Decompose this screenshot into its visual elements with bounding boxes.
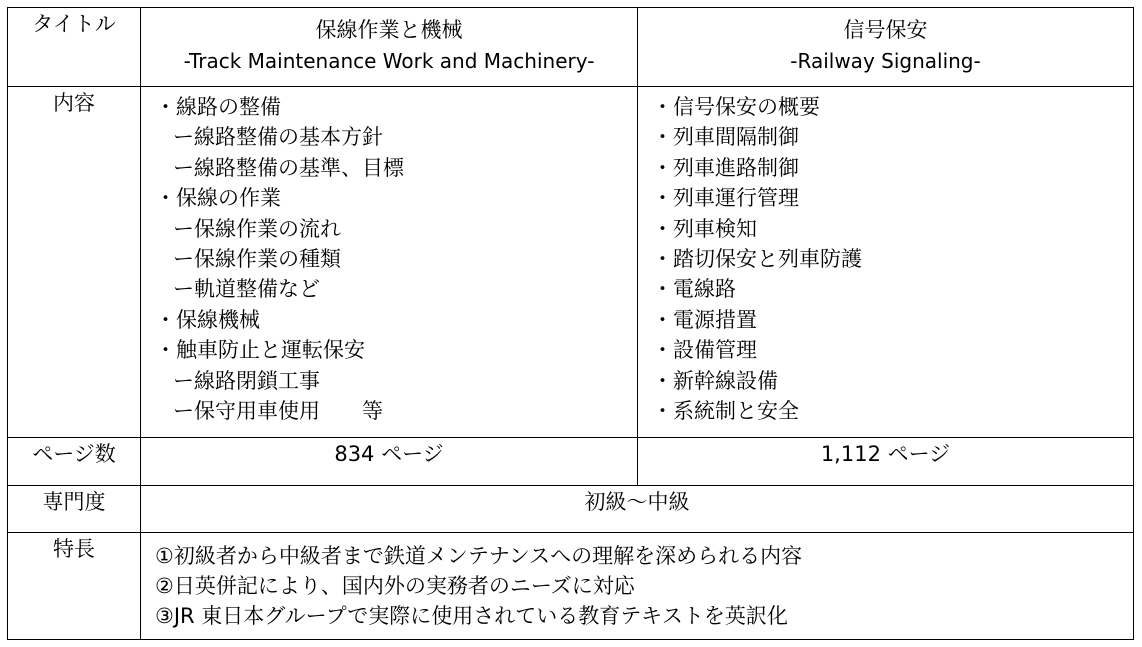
list-item: ・列車進路制御 — [652, 155, 799, 180]
feature-item: ①初級者から中級者まで鉄道メンテナンスへの理解を深められる内容 — [155, 544, 803, 568]
contents-list-maintenance — [155, 92, 637, 426]
list-item: ー軌道整備など — [173, 277, 320, 302]
list-item: ・保線の作業 — [155, 186, 281, 211]
title-sub-maintenance: -Track Maintenance Work and Machinery- — [183, 49, 595, 73]
list-item: ・信号保安の概要 — [652, 95, 820, 119]
level-label: 専門度 — [8, 486, 141, 533]
title-label: タイトル — [8, 8, 141, 87]
level-row — [8, 486, 1134, 533]
list-item: ・列車運行管理 — [652, 186, 799, 211]
features-row — [8, 533, 1134, 640]
contents-label: 内容 — [8, 87, 141, 438]
book-spec-table — [7, 7, 1134, 640]
title-cell-signaling — [638, 8, 1134, 87]
contents-row — [8, 87, 1134, 438]
list-item: ・踏切保安と列車防護 — [652, 247, 862, 272]
list-item: ・列車間隔制御 — [652, 125, 799, 150]
list-item: ・系統制と安全 — [652, 399, 799, 424]
list-item: ー保線作業の流れ — [173, 216, 341, 241]
list-item: ・設備管理 — [652, 338, 757, 363]
pages-signaling: 1,112 ページ — [638, 438, 1134, 486]
feature-item: ②日英併記により、国内外の実務者のニーズに対応 — [155, 574, 635, 598]
features-cell — [141, 533, 1134, 640]
feature-item: ③JR 東日本グループで実際に使用されている教育テキストを英訳化 — [155, 604, 788, 628]
list-item: ー線路整備の基本方針 — [173, 125, 383, 150]
list-item: ー保守用車使用 等 — [173, 399, 383, 424]
title-main-signaling: 信号保安 — [843, 18, 928, 42]
list-item: ・電線路 — [652, 277, 736, 302]
list-item: ー保線作業の種類 — [173, 247, 341, 272]
list-item: ・電源措置 — [652, 307, 757, 332]
features-label: 特長 — [8, 533, 141, 640]
list-item: ・列車検知 — [652, 216, 757, 241]
pages-label: ページ数 — [8, 438, 141, 486]
title-sub-signaling: -Railway Signaling- — [790, 49, 981, 73]
pages-row — [8, 438, 1134, 486]
list-item: ・保線機械 — [155, 307, 260, 332]
features-list — [155, 541, 1133, 631]
title-cell-maintenance — [141, 8, 638, 87]
contents-cell-signaling — [638, 87, 1134, 438]
list-item: ・線路の整備 — [155, 95, 281, 119]
contents-cell-maintenance — [141, 87, 638, 438]
list-item: ・新幹線設備 — [652, 368, 778, 393]
level-value: 初級～中級 — [141, 486, 1134, 533]
pages-maintenance: 834 ページ — [141, 438, 638, 486]
contents-list-signaling — [652, 92, 1133, 426]
list-item: ー線路整備の基準、目標 — [173, 155, 404, 180]
list-item: ・触車防止と運転保安 — [155, 338, 365, 363]
list-item: ー線路閉鎖工事 — [173, 368, 320, 393]
title-main-maintenance: 保線作業と機械 — [315, 18, 463, 42]
title-row — [8, 8, 1134, 87]
